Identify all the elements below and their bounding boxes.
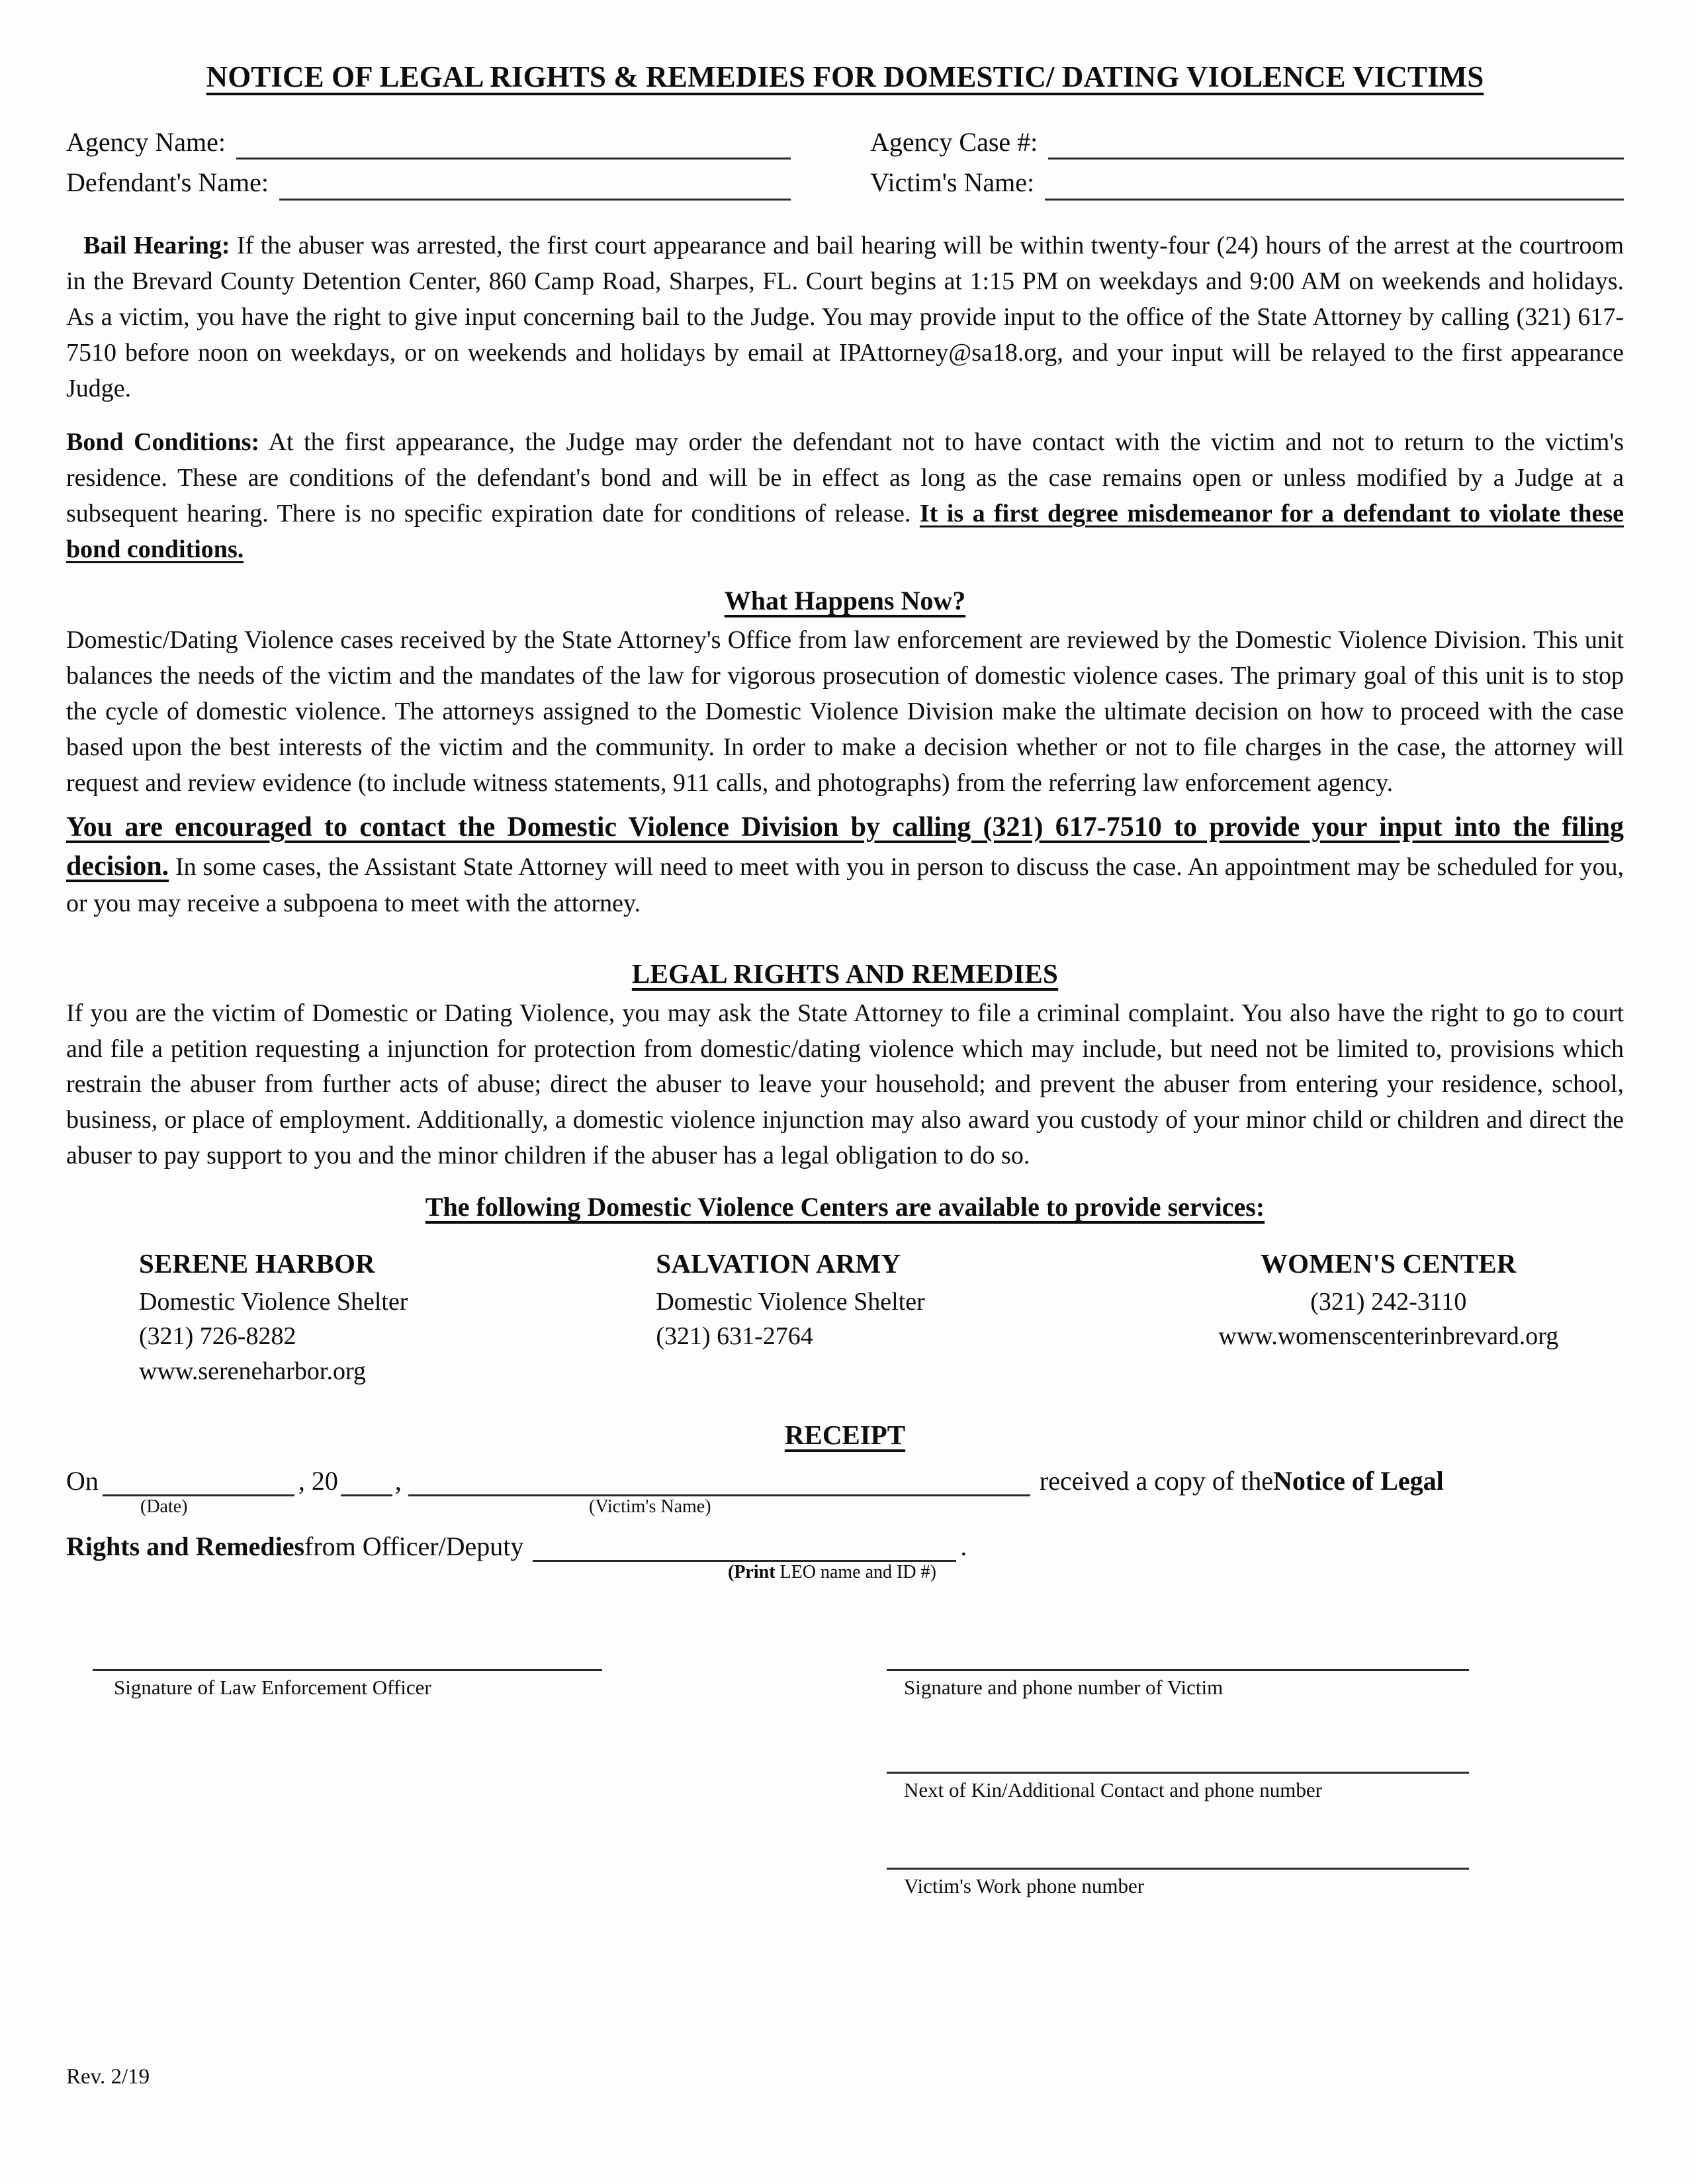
- receipt-from-text: from Officer/Deputy: [304, 1531, 524, 1562]
- receipt-heading: RECEIPT: [784, 1420, 906, 1451]
- agency-name-field-row: [66, 124, 870, 160]
- signature-area: [66, 1669, 1624, 1974]
- receipt-period: .: [960, 1531, 967, 1562]
- receipt-date-input[interactable]: [103, 1468, 294, 1496]
- dv-center-serene-harbor: [66, 1245, 609, 1388]
- what-happens-now-paragraph: Domestic/Dating Violence cases received by the State Attorney's Office from law enforcement are reviewed by the Domestic Violence Division. This unit balances the needs of the victim and the mandates of the law for vigorous prosecution of domestic violence cases. The primary goal of this unit is to stop the cycle of domestic violence. The attorneys assigned to the Domestic Violence Division make the ultimate decision on how to proceed with the case based upon the best interests of the victim and the community. In order to make a decision whether or not to file charges in the case, the attorney will request and review evidence (to include witness statements, 911 calls, and photographs) from the referring law enforcement agency.: [66, 626, 1624, 797]
- receipt-received-text: received a copy of the: [1039, 1466, 1274, 1496]
- bail-hearing-paragraph: [66, 228, 1624, 407]
- dv-center-name: WOMEN'S CENTER: [1260, 1248, 1517, 1279]
- dv-center-name: SERENE HARBOR: [139, 1248, 375, 1279]
- defendant-name-field-row: [66, 165, 870, 201]
- contact-call-to-action-followup: In some cases, the Assistant State Attorney will need to meet with you in person to discuss the case. An appointment may be scheduled for you, or you may receive a subpoena to meet with the attorney.: [66, 852, 1624, 917]
- header-fields-right-column: [870, 124, 1624, 206]
- bond-conditions-text: At the first appearance, the Judge may order the defendant not to have contact with the victim and not to return to the victim's residence. These are conditions of the defendant's bond and will be in effect as long as the case remains open or unless modified by a Judge at a subsequent hearing. There is no specific expiration date for conditions of release.: [66, 428, 1624, 528]
- agency-case-label: Agency Case #:: [870, 126, 1038, 157]
- dv-center-salvation-army: [609, 1245, 1126, 1388]
- dv-center-detail: Domestic Violence Shelter: [656, 1287, 925, 1316]
- receipt-leo-caption-rest: LEO name and ID #): [775, 1562, 936, 1583]
- receipt-leo-name-input[interactable]: [533, 1533, 956, 1562]
- receipt-comma: ,: [394, 1466, 402, 1496]
- receipt-captions-row-one: [66, 1496, 1624, 1524]
- agency-name-label: Agency Name:: [66, 126, 226, 157]
- agency-case-field-row: [870, 124, 1624, 160]
- receipt-rights-bold: Rights and Remedies: [66, 1531, 305, 1562]
- dv-center-website[interactable]: www.sereneharbor.org: [139, 1357, 366, 1385]
- bond-conditions-emphasis: It is a first degree misdemeanor for a defendant to violate these bond conditions.: [66, 500, 1624, 564]
- receipt-captions-row-two: [66, 1562, 1624, 1590]
- bond-conditions-paragraph: [66, 425, 1624, 568]
- dv-center-womens-center: [1127, 1245, 1624, 1388]
- victim-name-label: Victim's Name:: [870, 167, 1035, 198]
- dv-centers-heading: The following Domestic Violence Centers are available to provide services:: [425, 1192, 1265, 1222]
- receipt-date-caption: (Date): [140, 1496, 188, 1518]
- contact-dv-division-emphasis: You are encouraged to contact the Domestic Violence Division by calling (321) 617-7510 to provide your input into the filing decision.: [66, 812, 1624, 882]
- signature-block-next-of-kin: [887, 1772, 1469, 1802]
- legal-rights-heading: LEGAL RIGHTS AND REMEDIES: [631, 958, 1059, 989]
- signature-block-victim: [887, 1669, 1469, 1700]
- receipt-received-bold: Notice of Legal: [1273, 1466, 1444, 1496]
- dv-center-phone: (321) 726-8282: [139, 1322, 296, 1351]
- receipt-line-one: [66, 1465, 1624, 1496]
- bail-hearing-heading: Bail Hearing:: [83, 231, 230, 259]
- legal-rights-paragraph: If you are the victim of Domestic or Dating Violence, you may ask the State Attorney to file a criminal complaint. You also have the right to go to court and file a petition requesting a injunction for protection from domestic/dating violence which may include, but need not be limited to, provisions which restrain the abuser from further acts of abuse; direct the abuser to leave your household; and prevent the abuser from entering your residence, school, business, or place of employment. Additionally, a domestic violence injunction may also award you custody of your minor child or children and direct the abuser to pay support to you and the minor children if the abuser has a legal obligation to do so.: [66, 999, 1624, 1170]
- dv-centers-list: [66, 1245, 1624, 1388]
- signature-label-victim-work-phone: Victim's Work phone number: [904, 1874, 1145, 1898]
- dv-center-name: SALVATION ARMY: [656, 1248, 901, 1279]
- signature-label-victim: Signature and phone number of Victim: [904, 1676, 1223, 1700]
- contact-call-to-action-paragraph: [66, 808, 1624, 922]
- receipt-victim-name-input[interactable]: [408, 1468, 1030, 1496]
- page-title: NOTICE OF LEGAL RIGHTS & REMEDIES FOR DOMESTIC/ DATING VIOLENCE VICTIMS: [206, 60, 1484, 93]
- what-happens-now-heading: What Happens Now?: [724, 586, 966, 616]
- defendant-name-label: Defendant's Name:: [66, 167, 269, 198]
- signature-block-law-enforcement: [93, 1669, 602, 1700]
- dv-center-website[interactable]: www.womenscenterinbrevard.org: [1218, 1322, 1559, 1351]
- receipt-line-two: [66, 1531, 1624, 1562]
- revision-label: Rev. 2/19: [66, 2065, 150, 2089]
- dv-center-detail: Domestic Violence Shelter: [139, 1287, 408, 1316]
- bond-conditions-heading: Bond Conditions:: [66, 428, 260, 457]
- signature-block-victim-work-phone: [887, 1868, 1469, 1898]
- receipt-year-prefix: , 20: [298, 1466, 338, 1496]
- receipt-on-label: On: [66, 1466, 99, 1496]
- dv-center-phone: (321) 631-2764: [656, 1322, 813, 1351]
- receipt-victim-name-caption: (Victim's Name): [589, 1496, 711, 1518]
- receipt-leo-caption: [728, 1562, 936, 1583]
- defendant-name-input[interactable]: [279, 172, 791, 201]
- header-fields: [66, 124, 1624, 206]
- bail-hearing-text: If the abuser was arrested, the first court appearance and bail hearing will be within twenty-four (24) hours of the arrest at the courtroom in the Brevard County Detention Center, 860 Camp Road, Sharpes, FL. Court begins at 1:15 PM on weekdays and 9:00 AM on weekends and holidays. As a victim, you have the right to give input concerning bail to the Judge. You may provide input to the office of the State Attorney by calling (321) 617-7510 before noon on weekdays, or on weekends and holidays by email at IPAttorney@sa18.org, and your input will be relayed to the first appearance Judge.: [66, 231, 1624, 402]
- signature-label-law-enforcement: Signature of Law Enforcement Officer: [114, 1676, 431, 1700]
- dv-center-phone: (321) 242-3110: [1310, 1287, 1467, 1316]
- receipt-year-input[interactable]: [341, 1468, 392, 1496]
- agency-case-input[interactable]: [1048, 131, 1624, 159]
- victim-name-field-row: [870, 165, 1624, 201]
- victim-name-input[interactable]: [1045, 172, 1624, 201]
- signature-label-next-of-kin: Next of Kin/Additional Contact and phone number: [904, 1778, 1322, 1802]
- receipt-leo-caption-print: (Print: [728, 1562, 776, 1583]
- header-fields-left-column: [66, 124, 870, 206]
- agency-name-input[interactable]: [236, 131, 791, 159]
